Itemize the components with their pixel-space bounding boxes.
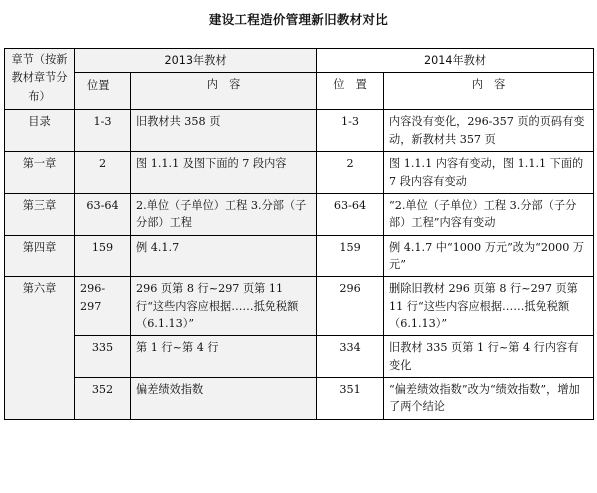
content-old-cell: 旧教材共 358 页 (131, 110, 317, 152)
chapter-cell: 第四章 (5, 235, 75, 277)
content-new-cell: 例 4.1.7 中“1000 万元”改为“2000 万元” (384, 235, 594, 277)
content-old-cell: 296 页第 8 行~297 页第 11 行“这些内容应根据……抵免税额（6.1.13）” (131, 277, 317, 336)
chapter-cell: 第三章 (5, 193, 75, 235)
position-old-cell: 63-64 (75, 193, 131, 235)
header-content-new: 内 容 (384, 73, 594, 110)
comparison-table (4, 48, 594, 420)
content-new-cell: “2.单位（子单位）工程 3.分部（子分部）工程”内容有变动 (384, 193, 594, 235)
header-chapter: 章节（按新教材章节分布） (5, 49, 75, 110)
content-new-cell: 图 1.1.1 内容有变动，图 1.1.1 下面的 7 段内容有变动 (384, 152, 594, 194)
content-old-cell: 2.单位（子单位）工程 3.分部（子分部）工程 (131, 193, 317, 235)
content-new-cell: “偏差绩效指数”改为“绩效指数”，增加了两个结论 (384, 378, 594, 420)
position-new-cell: 334 (317, 336, 384, 378)
content-new-cell: 内容没有变化，296-357 页的页码有变动，新教材共 357 页 (384, 110, 594, 152)
position-old-cell: 159 (75, 235, 131, 277)
position-old-cell: 296-297 (75, 277, 131, 336)
table-row (5, 110, 594, 152)
content-old-cell: 偏差绩效指数 (131, 378, 317, 420)
header-year-2014: 2014年教材 (317, 49, 594, 73)
chapter-cell: 目录 (5, 110, 75, 152)
chapter-cell: 第六章 (5, 277, 75, 420)
header-position-new: 位 置 (317, 73, 384, 110)
position-old-cell: 352 (75, 378, 131, 420)
page-title: 建设工程造价管理新旧教材对比 (208, 12, 389, 27)
position-new-cell: 159 (317, 235, 384, 277)
content-old-cell: 例 4.1.7 (131, 235, 317, 277)
header-content-old: 内 容 (131, 73, 317, 110)
chapter-cell: 第一章 (5, 152, 75, 194)
content-new-cell: 旧教材 335 页第 1 行~第 4 行内容有变化 (384, 336, 594, 378)
header-year-2013: 2013年教材 (75, 49, 317, 73)
content-old-cell: 第 1 行~第 4 行 (131, 336, 317, 378)
content-new-cell: 删除旧教材 296 页第 8 行~297 页第 11 行“这些内容应根据……抵免税额（6.1.13）” (384, 277, 594, 336)
table-row (5, 336, 594, 378)
header-position-old: 位置 (75, 73, 131, 110)
header-row-columns (5, 73, 594, 110)
table-row (5, 378, 594, 420)
table-row (5, 277, 594, 336)
table-row (5, 235, 594, 277)
header-row-years (5, 49, 594, 73)
position-old-cell: 335 (75, 336, 131, 378)
position-new-cell: 296 (317, 277, 384, 336)
position-new-cell: 2 (317, 152, 384, 194)
position-old-cell: 1-3 (75, 110, 131, 152)
table-row (5, 152, 594, 194)
table-row (5, 193, 594, 235)
content-old-cell: 图 1.1.1 及图下面的 7 段内容 (131, 152, 317, 194)
position-new-cell: 1-3 (317, 110, 384, 152)
position-old-cell: 2 (75, 152, 131, 194)
position-new-cell: 351 (317, 378, 384, 420)
position-new-cell: 63-64 (317, 193, 384, 235)
